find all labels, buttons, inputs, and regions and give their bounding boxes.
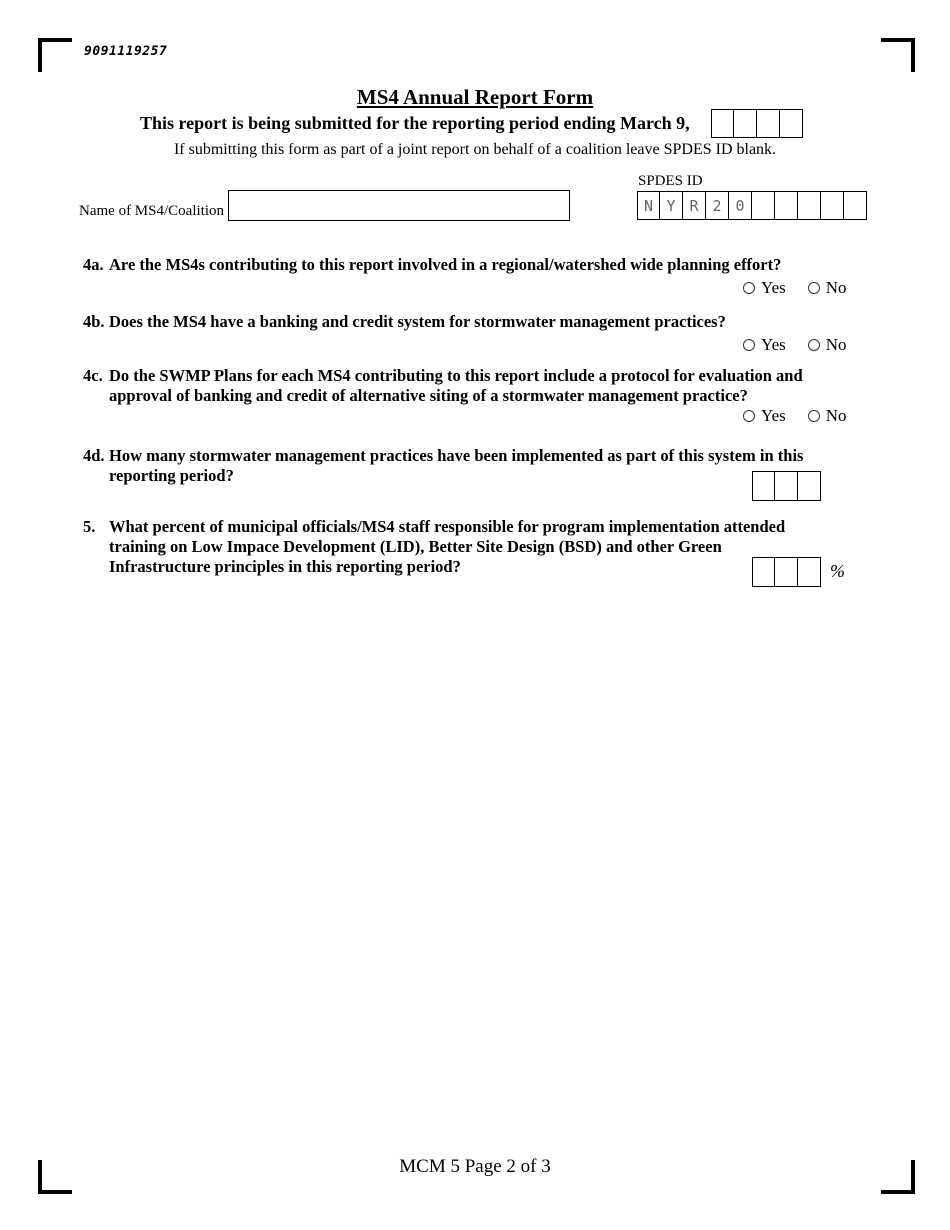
spdes-id-label: SPDES ID xyxy=(638,173,703,189)
name-label: Name of MS4/Coalition xyxy=(79,203,224,219)
question-number: 4d. xyxy=(83,446,105,465)
spdes-char-box[interactable]: N xyxy=(637,191,660,220)
question-text: Do the SWMP Plans for each MS4 contributing to this report include a protocol for evaluation and approval of banking and credit of alternative siting of a stormwater management practice? xyxy=(109,366,803,405)
question-number: 5. xyxy=(83,517,96,536)
percent-sign: % xyxy=(830,561,845,581)
digit-box[interactable] xyxy=(775,557,798,587)
q4b-no-option[interactable]: No xyxy=(808,335,847,355)
spdes-char-box[interactable]: 2 xyxy=(706,191,729,220)
question-number: 4a. xyxy=(83,255,104,274)
radio-icon[interactable] xyxy=(743,410,755,422)
year-char-box[interactable] xyxy=(780,109,803,138)
radio-icon[interactable] xyxy=(808,410,820,422)
q4b-options xyxy=(743,335,847,355)
digit-box[interactable] xyxy=(798,471,821,501)
question-number: 4c. xyxy=(83,366,103,385)
year-char-box[interactable] xyxy=(711,109,734,138)
digit-box[interactable] xyxy=(775,471,798,501)
spdes-char-box[interactable]: R xyxy=(683,191,706,220)
q4c-options xyxy=(743,406,847,426)
q4a-no-option[interactable]: No xyxy=(808,278,847,298)
q4c-no-option[interactable]: No xyxy=(808,406,847,426)
question-text: What percent of municipal officials/MS4 staff responsible for program implementation attended training on Low Impace Development (LID), Better Site Design (BSD) and other Green Infrastructure principles in this reporting period? xyxy=(109,517,786,576)
corner-mark-top-left xyxy=(38,38,72,72)
spdes-char-box[interactable] xyxy=(844,191,867,220)
page-footer: MCM 5 Page 2 of 3 xyxy=(399,1156,551,1177)
spdes-char-box[interactable] xyxy=(775,191,798,220)
digit-box[interactable] xyxy=(752,557,775,587)
year-char-box[interactable] xyxy=(734,109,757,138)
radio-icon[interactable] xyxy=(808,282,820,294)
year-input[interactable] xyxy=(711,109,803,138)
year-char-box[interactable] xyxy=(757,109,780,138)
spdes-char-box[interactable] xyxy=(798,191,821,220)
q4a-yes-option[interactable]: Yes xyxy=(743,278,786,298)
instruction-text: If submitting this form as part of a joint report on behalf of a coalition leave SPDES ID blank. xyxy=(173,141,777,158)
q4a-options xyxy=(743,278,847,298)
q4d-count-input[interactable] xyxy=(752,471,821,501)
reporting-period-text: This report is being submitted for the reporting period ending March 9, xyxy=(140,113,690,133)
spdes-char-box[interactable]: Y xyxy=(660,191,683,220)
q4b-yes-option[interactable]: Yes xyxy=(743,335,786,355)
digit-box[interactable] xyxy=(752,471,775,501)
question-text: Are the MS4s contributing to this report involved in a regional/watershed wide planning effort? xyxy=(109,255,782,274)
question-number: 4b. xyxy=(83,312,105,331)
radio-icon[interactable] xyxy=(743,339,755,351)
radio-icon[interactable] xyxy=(808,339,820,351)
q4c-yes-option[interactable]: Yes xyxy=(743,406,786,426)
radio-icon[interactable] xyxy=(743,282,755,294)
form-id: 9091119257 xyxy=(84,44,168,59)
page-title: MS4 Annual Report Form xyxy=(356,85,594,109)
spdes-char-box[interactable] xyxy=(752,191,775,220)
question-text: How many stormwater management practices have been implemented as part of this system in this reporting period? xyxy=(109,446,804,485)
spdes-id-input[interactable] xyxy=(637,191,867,220)
digit-box[interactable] xyxy=(798,557,821,587)
name-of-ms4-input[interactable] xyxy=(228,190,570,221)
q5-percent-input[interactable] xyxy=(752,557,821,587)
spdes-char-box[interactable] xyxy=(821,191,844,220)
question-text: Does the MS4 have a banking and credit system for stormwater management practices? xyxy=(109,312,726,331)
corner-mark-top-right xyxy=(881,38,915,72)
spdes-char-box[interactable]: 0 xyxy=(729,191,752,220)
